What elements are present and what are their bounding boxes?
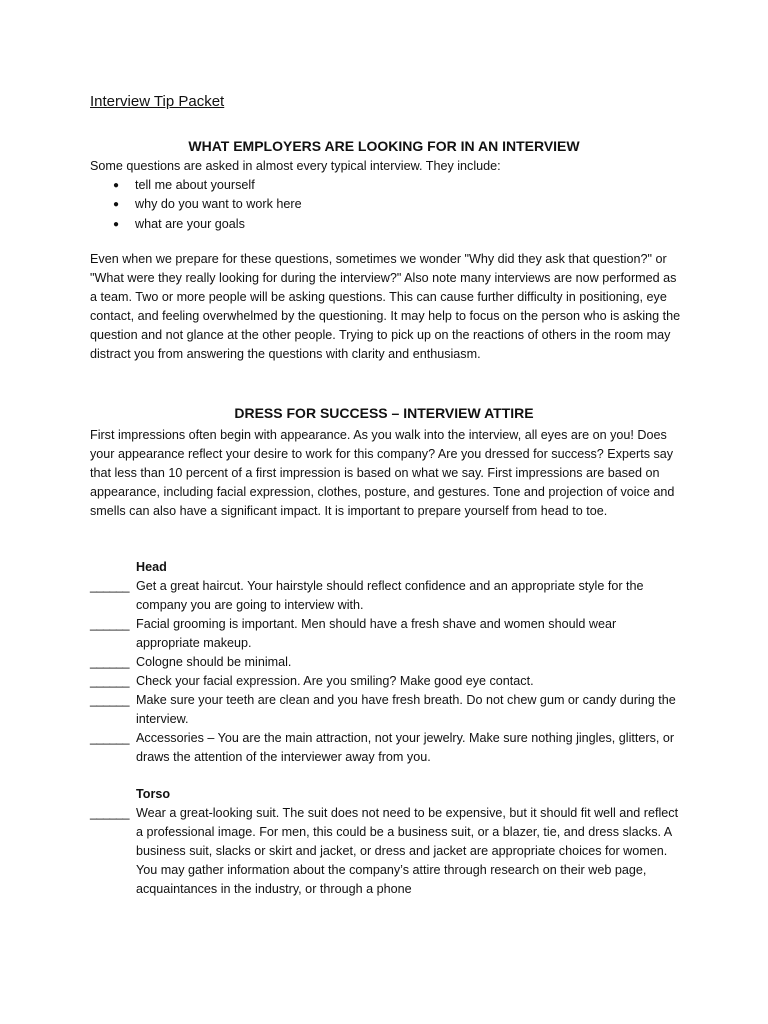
list-item xyxy=(90,176,302,195)
section-intro-text: Some questions are asked in almost every typical interview. They include: xyxy=(90,159,501,173)
section-paragraph-employers: Even when we prepare for these questions, sometimes we wonder "Why did they ask that question?" or "What were they really looking for during the interview?" Also note many interviews are now performed as a team. Two or more people will be asking questions. This can cause further difficulty in positioning, eye contact, and feeling overwhelmed by the questioning. It may help to focus on the person who is asking the question and not glance at the other people. Trying to pick up on the reactions of others in the room may distract you from answering the questions with clarity and enthusiasm. xyxy=(90,252,681,361)
checkbox-blank-line: ______ xyxy=(90,655,130,669)
section-heading-employers: WHAT EMPLOYERS ARE LOOKING FOR IN AN INTERVIEW xyxy=(188,138,580,154)
checklist-item-text: Check your facial expression. Are you smiling? Make good eye contact. xyxy=(136,674,534,688)
checkbox-blank-line: ______ xyxy=(90,731,130,745)
checklist-item xyxy=(90,577,682,615)
checklist-item xyxy=(90,804,682,899)
checkbox-blank-line: ______ xyxy=(90,806,130,820)
checkbox-blank-line: ______ xyxy=(90,674,130,688)
checkbox-blank-line: ______ xyxy=(90,579,130,593)
list-item xyxy=(90,215,302,234)
subsection-torso-label: Torso xyxy=(136,787,171,801)
section-heading-dress: DRESS FOR SUCCESS – INTERVIEW ATTIRE xyxy=(234,405,534,421)
common-questions-list xyxy=(90,176,302,234)
bullet-icon: ● xyxy=(113,180,120,191)
checklist-item xyxy=(90,653,682,672)
document-title: Interview Tip Packet xyxy=(90,93,225,110)
list-item-text: why do you want to work here xyxy=(135,197,302,212)
checklist-item-text: Make sure your teeth are clean and you have fresh breath. Do not chew gum or candy during the interview. xyxy=(136,693,676,726)
list-item-text: what are your goals xyxy=(135,216,245,231)
bullet-icon: ● xyxy=(113,199,120,211)
checklist-item-text: Cologne should be minimal. xyxy=(136,655,292,669)
checklist-item-text: Get a great haircut. Your hairstyle should reflect confidence and an appropriate style for the company you are going to interview with. xyxy=(136,579,644,612)
checklist-item xyxy=(90,729,682,767)
torso-checklist xyxy=(90,804,682,899)
checklist-item xyxy=(90,615,682,653)
section-paragraph-dress: First impressions often begin with appearance. As you walk into the interview, all eyes are on you! Does your appearance reflect your desire to work for this company? Are you dressed for success? Experts say that less than 10 percent of a first impression is based on what we say. First impressions are based on appearance, including facial expression, clothes, posture, and gestures. Tone and projection of voice and smells can also have a significant impact. It is important to prepare yourself from head to toe. xyxy=(90,428,675,518)
checklist-item-text: Accessories – You are the main attraction, not your jewelry. Make sure nothing jingles, glitters, or draws the attention of the interviewer away from you. xyxy=(136,731,675,764)
bullet-icon: ● xyxy=(113,218,120,230)
checklist-item-text: Wear a great-looking suit. The suit does not need to be expensive, but it should fit well and reflect a professional image. For men, this could be a business suit, or a blazer, tie, and dress slacks. A business suit, slacks or skirt and jacket, or dress and jacket are appropriate choices for women. You may gather information about the company’s attire through research on their web page, acquaintances in the industry, or through a phone xyxy=(136,806,679,896)
checklist-item xyxy=(90,672,682,691)
list-item xyxy=(90,195,302,214)
head-checklist xyxy=(90,577,682,767)
checklist-item xyxy=(90,691,682,729)
checkbox-blank-line: ______ xyxy=(90,693,130,707)
checkbox-blank-line: ______ xyxy=(90,617,130,631)
checklist-item-text: Facial grooming is important. Men should have a fresh shave and women should wear appropriate makeup. xyxy=(136,617,617,650)
list-item-text: tell me about yourself xyxy=(135,178,255,192)
subsection-head-label: Head xyxy=(136,560,167,574)
